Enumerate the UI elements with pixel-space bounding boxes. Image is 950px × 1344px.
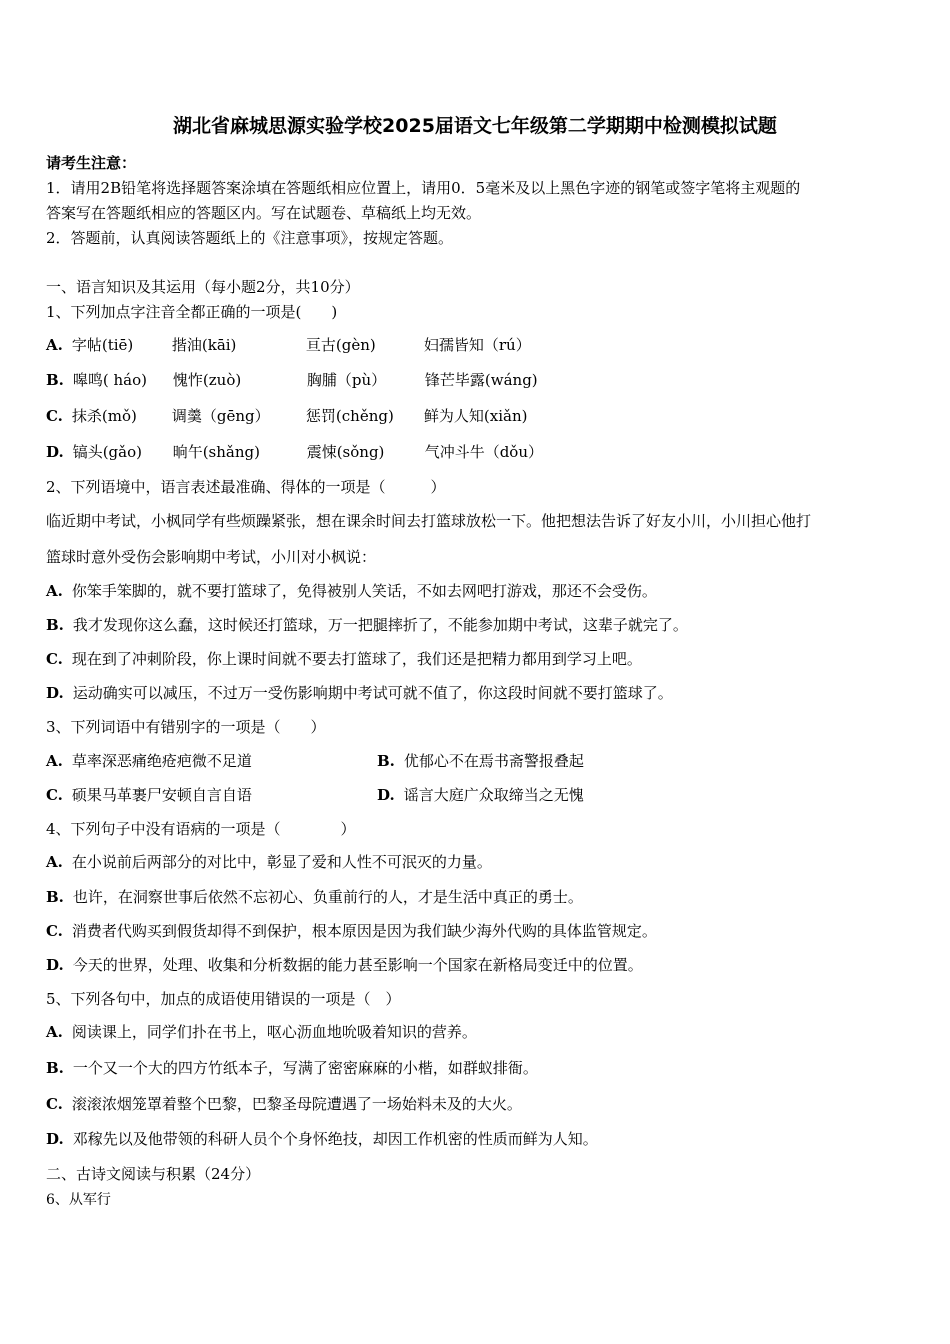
option-text: 滚滚浓烟笼罩着整个巴黎，巴黎圣母院遭遇了一场始料未及的大火。 <box>71 1095 522 1113</box>
option-text: 草率深恶痛绝疮疤微不足道 <box>71 752 252 770</box>
option-text: 阅读课上，同学们扑在书上，呕心沥血地吮吸着知识的营养。 <box>71 1023 477 1041</box>
q1-stem: 1、下列加点字注音全都正确的一项是( ) <box>46 303 338 321</box>
notice-line-1b: 答案写在答题纸相应的答题区内。写在试题卷、草稿纸上均无效。 <box>46 204 482 222</box>
option-text: 优郁心不在焉书斋警报叠起 <box>403 752 584 770</box>
notice-line-1a: 1．请用2B铅笔将选择题答案涂填在答题纸相应位置上，请用0．5毫米及以上黑色字迹的钢笔或签字笔将主观题的 <box>46 179 801 197</box>
q2-stem: 2、下列语境中，语言表述最准确、得体的一项是（ ） <box>46 478 446 496</box>
q1-b-item-2: 愧怍(zuò) <box>172 371 242 389</box>
option-text: 也许，在洞察世事后依然不忘初心、负重前行的人，才是生活中真正的勇士。 <box>72 888 583 906</box>
q4-option-d <box>46 955 643 975</box>
option-label: A. <box>46 582 63 600</box>
option-label: A. <box>46 1023 63 1041</box>
q4-stem: 4、下列句子中没有语病的一项是（ ） <box>46 820 356 838</box>
section-1-heading: 一、语言知识及其运用（每小题2分，共10分） <box>46 278 360 296</box>
q1-d-item-2: 晌午(shǎng) <box>172 443 260 461</box>
q2-option-c <box>46 649 642 669</box>
option-label: C. <box>46 1095 63 1113</box>
q1-option-row-d <box>46 442 543 462</box>
q2-option-d <box>46 683 673 703</box>
q1-c-item-3: 惩罚(chěng) <box>305 407 394 425</box>
q5-stem: 5、下列各句中，加点的成语使用错误的一项是（ ） <box>46 990 401 1008</box>
q1-a-item-1: 字帖(tiē) <box>71 336 134 354</box>
notice-line-2: 2．答题前，认真阅读答题纸上的《注意事项》，按规定答题。 <box>46 229 454 247</box>
option-label: D. <box>46 684 64 702</box>
q3-option-d <box>377 785 584 805</box>
option-label: B. <box>46 1059 64 1077</box>
option-label: B. <box>377 752 395 770</box>
option-label: C. <box>46 650 63 668</box>
q2-option-a <box>46 581 657 601</box>
q1-d-item-4: 气冲斗牛（dǒu） <box>424 443 543 461</box>
q1-c-item-4: 鲜为人知(xiǎn) <box>423 407 528 425</box>
q1-a-item-3: 亘古(gèn) <box>305 336 376 354</box>
q6-heading: 6、从军行 <box>46 1192 111 1208</box>
q1-d-item-3: 震悚(sǒng) <box>306 443 385 461</box>
q3-option-c <box>46 785 252 805</box>
q3-option-b <box>377 751 584 771</box>
option-label: A. <box>46 752 63 770</box>
option-text: 现在到了冲刺阶段，你上课时间就不要去打篮球了，我们还是把精力都用到学习上吧。 <box>71 650 642 668</box>
section-2-heading: 二、古诗文阅读与积累（24分） <box>46 1165 261 1183</box>
option-label: D. <box>46 1130 64 1148</box>
q5-option-d <box>46 1129 598 1149</box>
q1-option-row-c <box>46 406 527 426</box>
option-label: D. <box>46 956 64 974</box>
q3-stem: 3、下列词语中有错别字的一项是（ ） <box>46 718 326 736</box>
option-label: C. <box>46 786 63 804</box>
q1-b-item-3: 胸脯（pù） <box>306 371 387 389</box>
q1-b-item-4: 锋芒毕露(wáng) <box>424 371 538 389</box>
option-text: 我才发现你这么蠢，这时候还打篮球，万一把腿摔折了，不能参加期中考试，这辈子就完了。 <box>72 616 688 634</box>
option-text: 一个又一个大的四方竹纸本子，写满了密密麻麻的小楷，如群蚁排衙。 <box>72 1059 538 1077</box>
option-label: C. <box>46 407 63 425</box>
q4-option-b <box>46 887 583 907</box>
option-label: A. <box>46 336 63 354</box>
option-label: D. <box>46 443 64 461</box>
q1-d-item-1: 镐头(gǎo) <box>72 443 142 461</box>
option-text: 邓稼先以及他带领的科研人员个个身怀绝技，却因工作机密的性质而鲜为人知。 <box>72 1130 598 1148</box>
q2-context-1: 临近期中考试，小枫同学有些烦躁紧张，想在课余时间去打篮球放松一下。他把想法告诉了好友小川，小川担心他打 <box>46 512 812 530</box>
option-text: 消费者代购买到假货却得不到保护，根本原因是因为我们缺少海外代购的具体监管规定。 <box>71 922 657 940</box>
q5-option-b <box>46 1058 538 1078</box>
q5-option-a <box>46 1022 477 1042</box>
option-text: 在小说前后两部分的对比中，彰显了爱和人性不可泯灭的力量。 <box>71 853 492 871</box>
option-text: 你笨手笨脚的，就不要打篮球了，免得被别人笑话，不如去网吧打游戏，那还不会受伤。 <box>71 582 657 600</box>
option-label: B. <box>46 371 64 389</box>
q2-context-2: 篮球时意外受伤会影响期中考试，小川对小枫说： <box>46 548 377 566</box>
q1-a-item-2: 揩油(kāi) <box>171 336 237 354</box>
q1-b-item-1: 嗥鸣( háo) <box>72 371 148 389</box>
option-label: C. <box>46 922 63 940</box>
option-label: B. <box>46 616 64 634</box>
notice-heading: 请考生注意： <box>46 154 137 172</box>
q1-option-row-b <box>46 370 538 390</box>
q4-option-c <box>46 921 657 941</box>
q5-option-c <box>46 1094 522 1114</box>
q4-option-a <box>46 852 492 872</box>
page-title: 湖北省麻城思源实验学校2025届语文七年级第二学期期中检测模拟试题 <box>173 115 777 137</box>
option-label: A. <box>46 853 63 871</box>
q1-option-row-a <box>46 335 531 355</box>
q1-a-item-4: 妇孺皆知（rú） <box>423 336 531 354</box>
q2-option-b <box>46 615 688 635</box>
option-label: D. <box>377 786 395 804</box>
option-label: B. <box>46 888 64 906</box>
q1-c-item-1: 抹杀(mǒ) <box>71 407 137 425</box>
option-text: 今天的世界，处理、收集和分析数据的能力甚至影响一个国家在新格局变迁中的位置。 <box>72 956 643 974</box>
option-text: 谣言大庭广众取缔当之无愧 <box>403 786 584 804</box>
q1-c-item-2: 调羹（gēng） <box>171 407 270 425</box>
q3-option-a <box>46 751 252 771</box>
option-text: 运动确实可以减压，不过万一受伤影响期中考试可就不值了，你这段时间就不要打篮球了。 <box>72 684 673 702</box>
option-text: 硕果马革裹尸安顿自言自语 <box>71 786 252 804</box>
